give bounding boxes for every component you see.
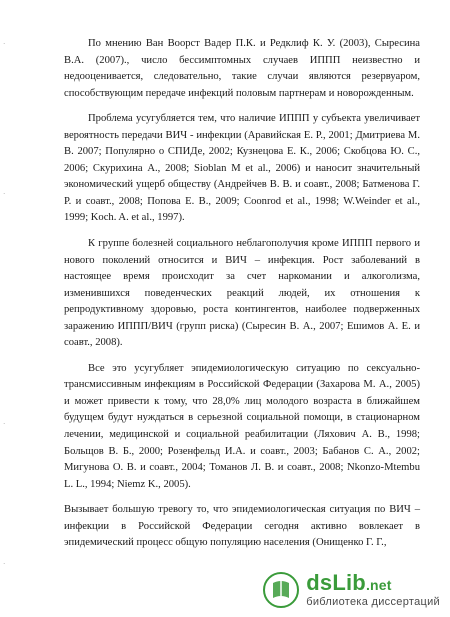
watermark-subtitle: библиотека диссертаций [306, 596, 440, 608]
paragraph-1: По мнению Ван Воорст Вадер П.К. и Редклиф К. У. (2003), Сыресина В.А. (2007)., число бессимптомных случаев ИППП неизвестно и недооценивается, следовательно, такие случаи являются резервуаром, способствующим передаче инфекций половым партнерам и новорожденным. [64, 38, 420, 99]
paragraph-3: К группе болезней социального неблагополучия кроме ИППП первого и нового поколений относится и ВИЧ – инфекция. Рост заболеваний в настоящее время происходит за счет наркомании и алкоголизма, изменившихся поведенческих реакций людей, их отношения к репродуктивному здоровью, роста контингентов, наиболее подверженных заражению ИППП/ВИЧ (групп риска) (Сыресин В. А., 2007; Ешимов А. Е. и соавт., 2008). [64, 238, 420, 349]
paragraph-2: Проблема усугубляется тем, что наличие ИППП у субъекта увеличивает вероятность передачи ВИЧ - инфекции (Аравийская Е. Р., 2001; Дмитриева М. В. 2007; Популярно о СПИДе, 2002; Кузнецова Е. К., 2006; Скобцова Ю. С., 2006; Скурихина А., 2008; Sioblan M et al., 2006) и наносит значительный экономический ущерб обществу (Андрейчев В. В. и соавт., 2008; Батменова Г. Р. и соавт., 2008; Попова Е. В., 2009; Coonrod et al., 1998; W.Weinder et al., 1999; Koch. A. et al., 1997). [64, 113, 420, 224]
scan-margin-marks: · · · · [3, 40, 6, 568]
watermark-brand: dsLib [306, 570, 366, 595]
dslib-logo-icon [262, 571, 300, 609]
body-text [64, 36, 420, 561]
paragraph-4: Все это усугубляет эпидемиологическую ситуацию по сексуально-трансмиссивным инфекциям в Российской Федерации (Захарова М. А., 2005) и может привести к тому, что 28,0% лиц молодого возраста в ближайшем будущем будут нуждаться в серьезной социальной помощи, в стационарном лечении, медицинской и социальной реабилитации (Ляхович А. В., 1998; Больщов В. Б., 2000; Розенфельд И.А. и соавт., 2003; Бабанов С. А., 2002; Мигунова О. В. и соавт., 2004; Томанов Л. В. и соавт., 2008; Nkonzo-Mtembu L. L., 1994; Niemz K., 2005). [64, 362, 420, 490]
watermark-brand-suffix: .net [365, 577, 392, 593]
paragraph-5: Вызывает большую тревогу то, что эпидемиологическая ситуация по ВИЧ – инфекции в Российской Федерации сегодня активно вовлекает в эпидемический процесс общую популяцию населения (Онищенко Г. Г., [64, 504, 420, 549]
dslib-watermark[interactable] [262, 571, 440, 609]
